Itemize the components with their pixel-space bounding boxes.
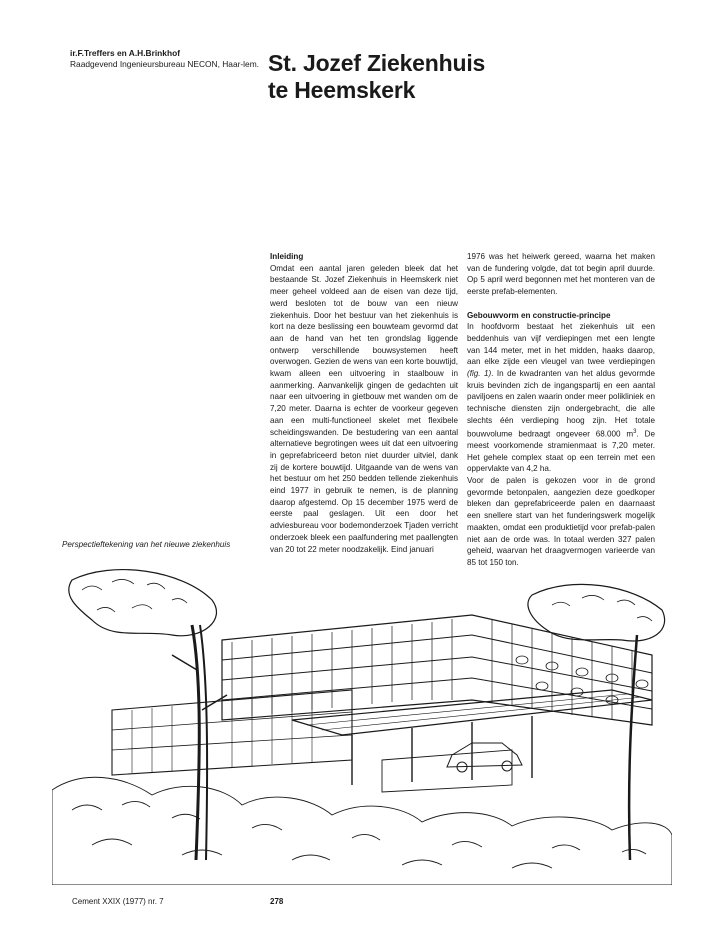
paragraph-gebouwvorm	[467, 321, 655, 475]
title-line-2: te Heemskerk	[268, 77, 416, 103]
text-column-1	[270, 251, 458, 555]
text-run: . De meest voorkomende stramienmaat is 7,20 meter. Het gehele complex staat op een terrein met een oppervlakte van 4,2 ha.	[467, 429, 655, 474]
text-run: In hoofdvorm bestaat het ziekenhuis uit een beddenhuis van vijf verdiepingen met een lengte van 144 meter, met in het midden, haaks daarop, aan elke zijde een vleugel van twee verdiepingen	[467, 322, 655, 367]
paragraph-inleiding: Omdat een aantal jaren geleden bleek dat het bestaande St. Jozef Ziekenhuis in Heemskerk niet meer geheel voldeed aan de eisen van deze tijd, werd besloten tot de bouw van een nieuw ziekenhuis. Door het bestuur van het ziekenhuis is kort na deze beslissing een bouwteam gevormd dat aan de hand van het ten grondslag liggende ontwerp verschillende bouwsystemen heeft overwogen. Gezien de wens van een korte bouwtijd, kwam alleen een uitvoering in staalbouw in aanmerking. Aanvankelijk gingen de gedachten uit naar een uitvoering in gietbouw met wanden om de 7,20 meter. Daarna is echter de voorkeur gegeven aan een multi-functioneel skelet met flexibele scheidingswanden. De bestudering van een aantal alternatieve begrotingen wees uit dat een uitvoering in geprefabriceerd beton niet duurder uitviel, dank zij de kortere bouwtijd. Uitgaande van de wens van het bestuur om het 250 bedden tellende ziekenhuis eind 1977 in gebruik te nemen, is de planning daarop afgestemd. Op 15 december 1975 werd de eerste paal geslagen. Uit een door het adviesbureau voor bodemonderzoek Tjaden verricht onderzoek bleek een paalfundering met paallengten van 20 tot 22 meter noodzakelijk. Eind januari	[270, 263, 458, 554]
superscript: 3	[633, 428, 637, 435]
author-organization: Raadgevend Ingenieursbureau NECON, Haar-lem.	[70, 59, 260, 69]
author-names: ir.F.Treffers en A.H.Brinkhof	[70, 48, 180, 58]
bed-wing	[222, 615, 652, 725]
entrance-canopy	[292, 690, 652, 792]
lower-wing	[112, 690, 352, 775]
footer-journal: Cement XXIX (1977) nr. 7	[72, 897, 164, 906]
section-heading-inleiding: Inleiding	[270, 252, 304, 261]
shrubs	[52, 777, 672, 885]
paragraph-gap	[467, 298, 655, 310]
text-column-2	[467, 251, 655, 569]
figure-reference: (fig. 1)	[467, 369, 492, 379]
text-run: . In de kwadranten van het aldus gevormde kruis bevinden zich de ingangspartij en een aantal paviljoens en zalen waarin onder meer polikliniek en technische diensten zijn ondergebracht, die alle slechts één verdieping hoog zijn. Het totale bouwvolume bedraagt ongeveer 68.000 m	[467, 369, 655, 439]
paragraph-palen: Voor de palen is gekozen voor in de grond gevormde betonpalen, aangezien deze goedkoper bleken dan geprefabriceerde palen en daarnaast een snellere start van het funderingswerk mogelijk maakten, omdat een produktietijd voor prefab-palen niet aan de orde was. In totaal werden 327 palen geheid, waarvan het draagvermogen varieerde van 85 tot 150 ton.	[467, 476, 655, 567]
hospital-drawing-icon	[52, 560, 672, 885]
hospital-perspective-drawing	[52, 560, 672, 885]
car-icon	[447, 743, 522, 772]
figure-caption: Perspectieftekening van het nieuwe ziekenhuis	[62, 540, 231, 549]
tree-left	[69, 570, 227, 860]
author-block	[70, 48, 260, 70]
page-number: 278	[270, 897, 284, 906]
section-heading-gebouwvorm: Gebouwvorm en constructie-principe	[467, 310, 611, 320]
paragraph-continuation: 1976 was het heiwerk gereed, waarna het maken van de fundering volgde, dat tot begin april duurde. Op 5 april werd begonnen met het monteren van de eerste prefab-elementen.	[467, 252, 655, 297]
title-line-1: St. Jozef Ziekenhuis	[268, 50, 486, 76]
article-title	[268, 50, 668, 104]
tree-right	[528, 584, 665, 860]
